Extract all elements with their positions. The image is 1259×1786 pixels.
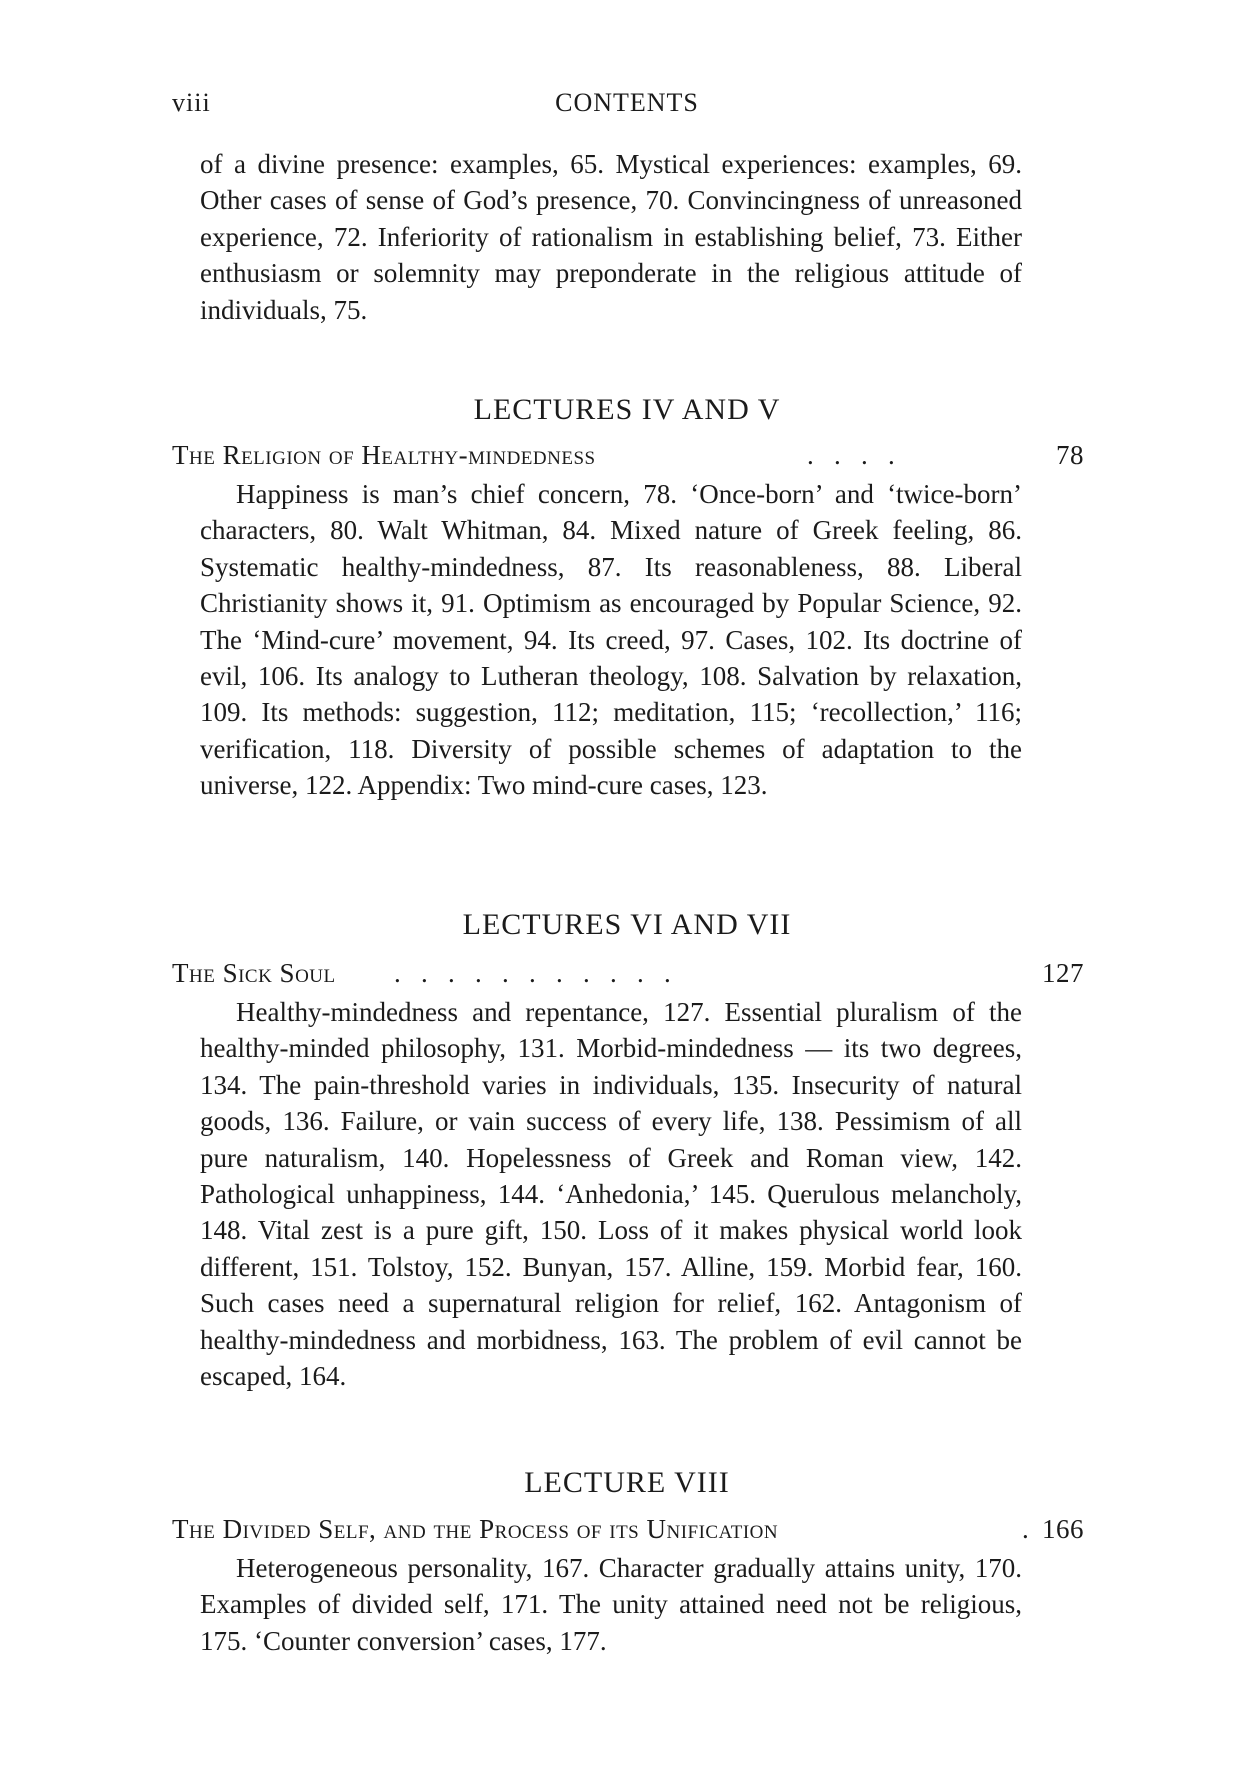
toc-entry-page: 166 [1042,1514,1084,1544]
toc-entry-sick-soul [172,958,1084,996]
section-heading-lecture-viii: LECTURE VIII [524,1466,730,1499]
toc-entry-healthy-mindedness [172,440,1084,478]
dot-leader: . . . . . . . . . . . [394,958,671,988]
section-heading-lectures-iv-v: LECTURES IV AND V [473,393,781,426]
section-summary: Happiness is man’s chief concern, 78. ‘Once-born’ and ‘twice-born’ characters, 80. Walt Whitman, 84. Mixed nature of Greek feeling, 86. Systematic healthy-mindedness, 87. Its reasonableness, 88. Liberal Christianity shows it, 91. Optimism as encouraged by Popular Science, 92. The ‘Mind-cure’ movement, 94. Its creed, 97. Cases, 102. Its doctrine of evil, 106. Its analogy to Lutheran theology, 108. Salvation by relaxation, 109. Its methods: suggestion, 112; meditation, 115; ‘recollection,’ 116; verification, 118. Diversity of possible schemes of adaptation to the universe, 122. Appendix: Two mind-cure cases, 123. [200,479,1022,801]
page-number: viii [172,88,211,117]
toc-entry-title: The Divided Self, and the Process of its Unification [172,1514,779,1544]
running-title: CONTENTS [555,88,699,117]
toc-entry-title: The Sick Soul [172,958,336,988]
toc-entry-title: The Religion of Healthy-mindedness [172,440,596,470]
section-heading-lectures-vi-vii: LECTURES VI AND VII [462,908,792,941]
toc-entry-divided-self [172,1514,1084,1552]
continuation-paragraph: of a divine presence: examples, 65. Mystical experiences: examples, 69. Other cases of sense of God’s presence, 70. Convincingness of unreasoned experience, 72. Inferiority of rationalism in establishing belief, 73. Either enthusiasm or solemnity may preponderate in the religious attitude of individuals, 75. [200,149,1022,325]
toc-entry-page: 78 [1056,440,1084,470]
running-head [172,88,1082,122]
toc-entry-page: 127 [1042,958,1084,988]
section-summary: Heterogeneous personality, 167. Character gradually attains unity, 170. Examples of divided self, 171. The unity attained need not be religious, 175. ‘Counter conversion’ cases, 177. [200,1553,1022,1656]
dot-leader: . . . . [807,440,895,470]
section-summary: Healthy-mindedness and repentance, 127. Essential pluralism of the healthy-minded philosophy, 131. Morbid-mindedness — its two degrees, 134. The pain-threshold varies in individuals, 135. Insecurity of natural goods, 136. Failure, or vain success of every life, 138. Pessimism of all pure naturalism, 140. Hopelessness of Greek and Roman view, 142. Pathological unhappiness, 144. ‘Anhedonia,’ 145. Querulous melancholy, 148. Vital zest is a pure gift, 150. Loss of it makes physical world look different, 151. Tolstoy, 152. Bunyan, 157. Alline, 159. Morbid fear, 160. Such cases need a supernatural religion for relief, 162. Antagonism of healthy-mindedness and morbidness, 163. The problem of evil cannot be escaped, 164. [200,997,1022,1392]
dot-leader: . [1022,1514,1029,1544]
